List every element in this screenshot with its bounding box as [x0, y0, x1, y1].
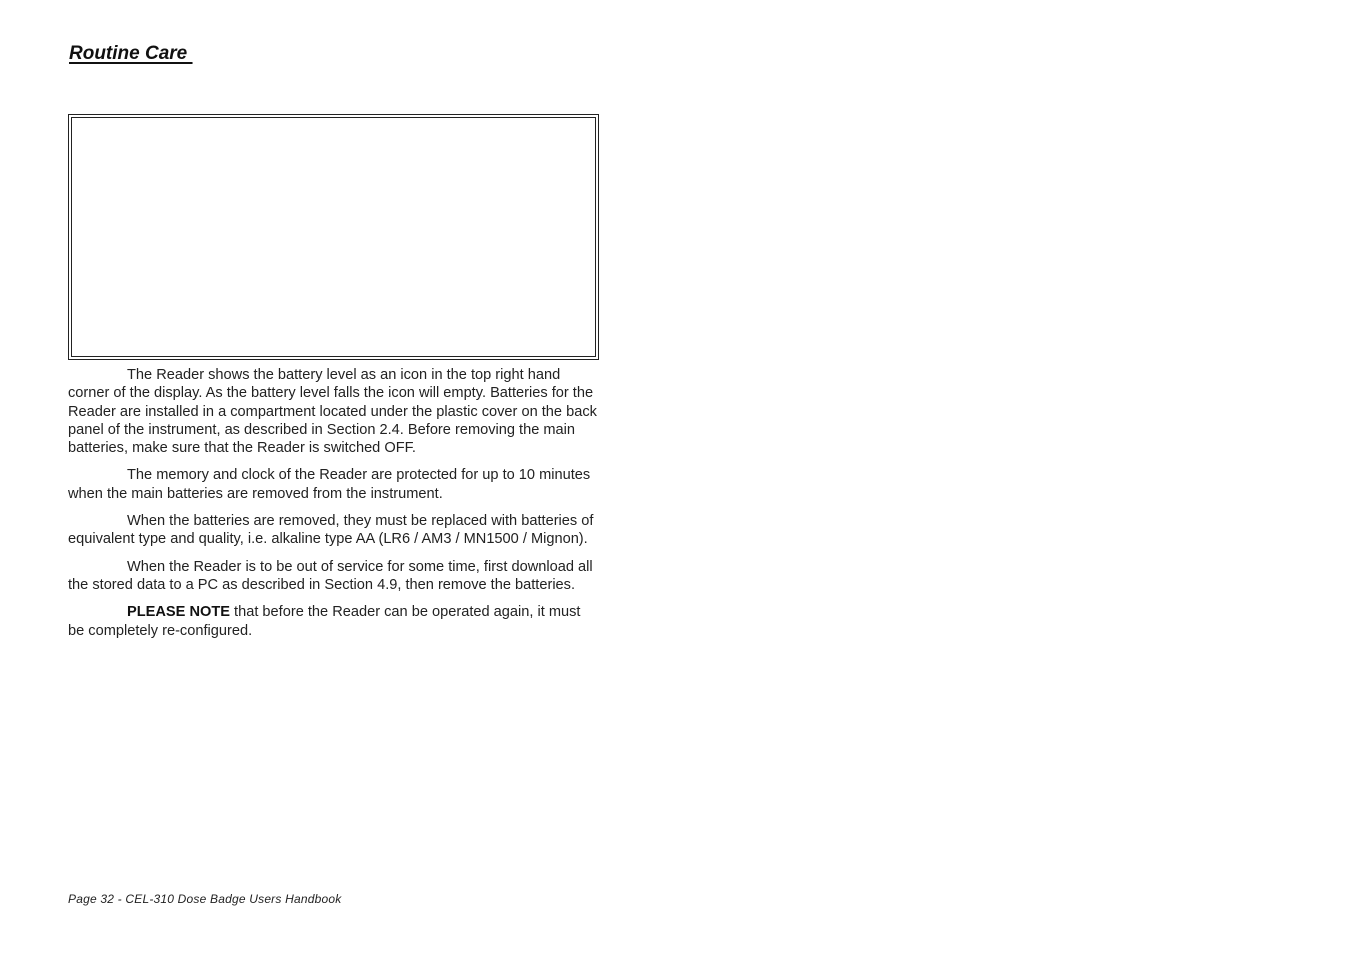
paragraph-text: that before the Reader can be operated again, it must be completely re-configured. — [68, 604, 581, 639]
paragraph-memory-clock — [68, 466, 598, 503]
page-footer: Page 32 - CEL-310 Dose Badge Users Handbook — [68, 892, 342, 906]
paragraph-text: The Reader shows the battery level as an icon in the top right hand corner of the display. As the battery level falls the icon will empty. Batteries for the Reader are installed in a compartment located under the plastic cover on the back panel of the instrument, as described in Section 2.4. Before removing the main batteries, make sure that the Reader is switched OFF. — [68, 367, 597, 457]
body-text — [68, 366, 598, 649]
paragraph-out-of-service — [68, 558, 598, 595]
please-note-label: PLEASE NOTE — [127, 604, 230, 621]
figure-frame — [68, 114, 599, 360]
paragraph-text: When the Reader is to be out of service for some time, first download all the stored data to a PC as described in Section 4.9, then remove the batteries. — [68, 558, 593, 593]
paragraph-please-note — [68, 603, 598, 640]
paragraph-text: When the batteries are removed, they must be replaced with batteries of equivalent type and quality, i.e. alkaline type AA (LR6 / AM3 / MN1500 / Mignon). — [68, 513, 594, 548]
paragraph-battery-replacement — [68, 512, 598, 549]
page-title: Routine Care — [69, 43, 193, 64]
paragraph-battery-level — [68, 366, 598, 457]
figure-placeholder — [71, 117, 596, 357]
paragraph-text: The memory and clock of the Reader are protected for up to 10 minutes when the main batteries are removed from the instrument. — [68, 467, 591, 502]
